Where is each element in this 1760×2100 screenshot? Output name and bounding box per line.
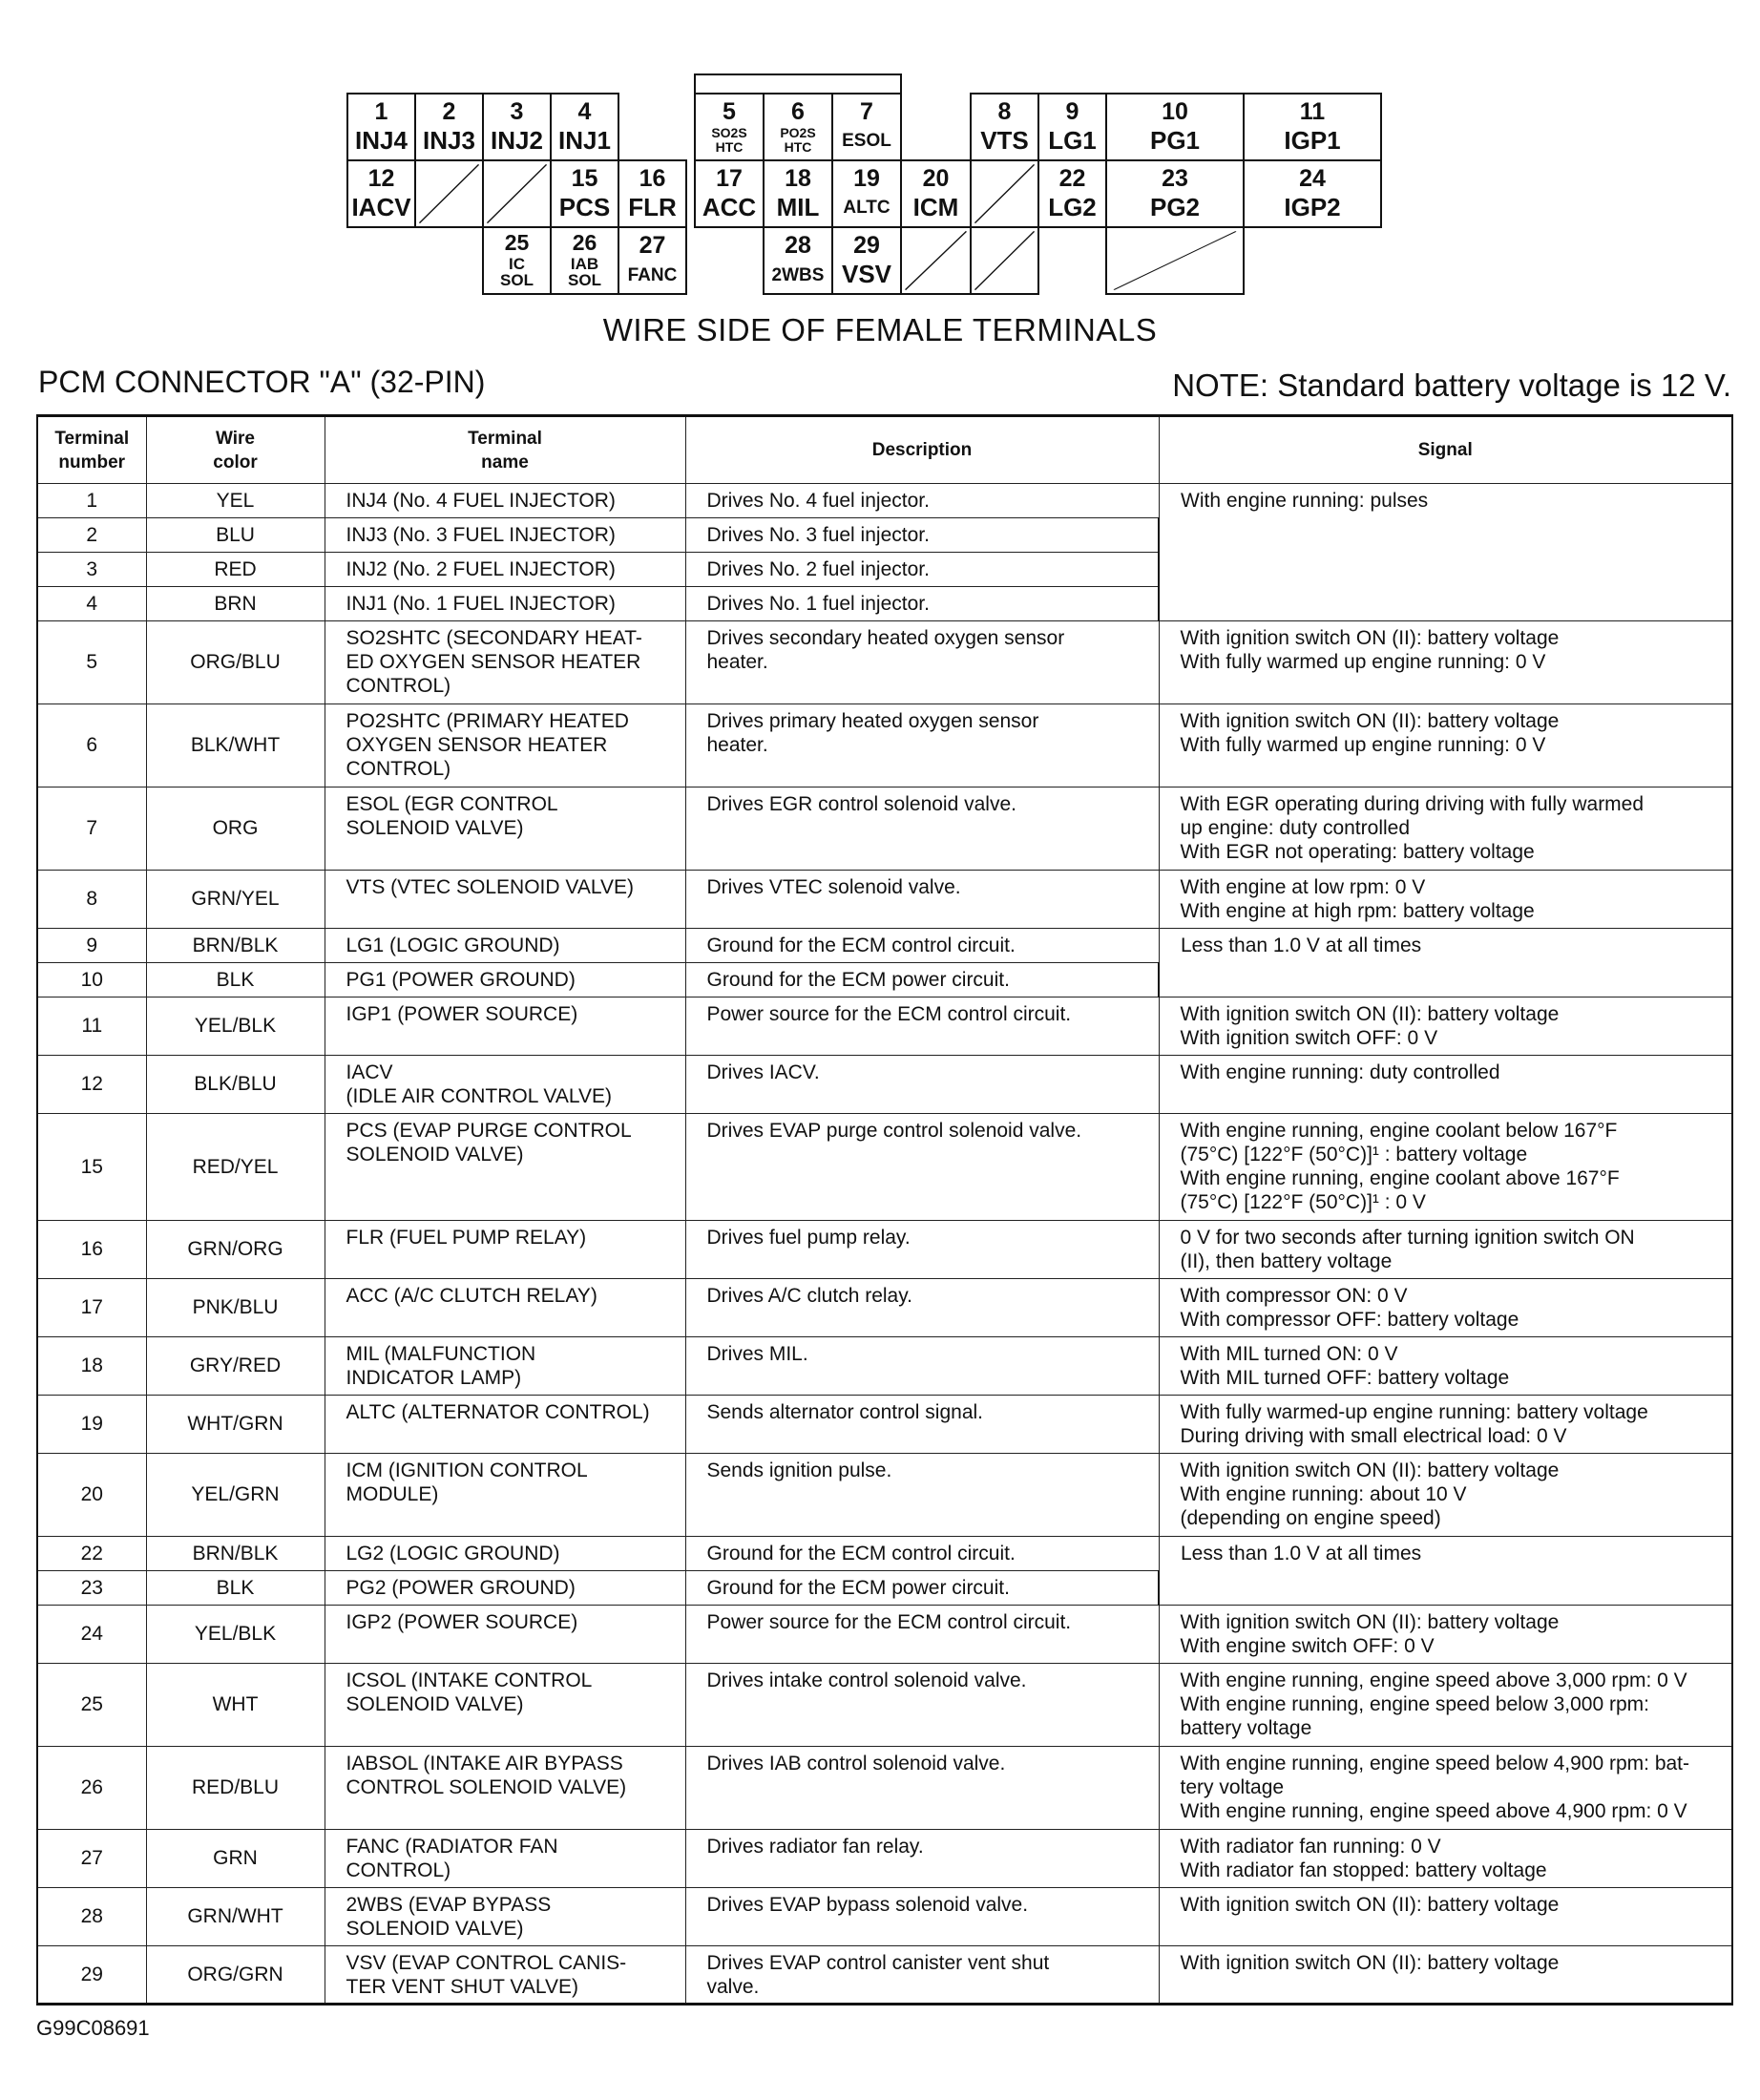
table-row bbox=[37, 1337, 1732, 1396]
signal-cell: With ignition switch ON (II): battery voltage With ignition switch OFF: 0 V bbox=[1159, 998, 1732, 1056]
terminal-abbr: LG2 bbox=[1048, 193, 1097, 221]
terminal-name-cell: INJ3 (No. 3 FUEL INJECTOR) bbox=[325, 518, 685, 553]
description-cell: Ground for the ECM control circuit. bbox=[685, 1537, 1159, 1571]
terminal-number-cell: 18 bbox=[37, 1337, 146, 1396]
terminal-abbr: SO2S HTC bbox=[711, 125, 747, 155]
description-cell: Drives No. 4 fuel injector. bbox=[685, 484, 1159, 518]
terminal-abbr: PCS bbox=[558, 193, 611, 221]
description-cell: Ground for the ECM power circuit. bbox=[685, 1571, 1159, 1606]
wire-color-cell: GRN/YEL bbox=[146, 871, 325, 929]
description-cell: Sends alternator control signal. bbox=[685, 1396, 1159, 1454]
terminal-name-cell: PG1 (POWER GROUND) bbox=[325, 963, 685, 998]
signal-cell: With ignition switch ON (II): battery voltage With fully warmed up engine running: 0 V bbox=[1159, 621, 1732, 704]
terminal-number: 7 bbox=[860, 98, 873, 125]
terminal-abbr: ICM bbox=[912, 193, 959, 221]
terminal-cell-19 bbox=[831, 159, 902, 228]
terminal-name-cell: IABSOL (INTAKE AIR BYPASS CONTROL SOLENOID VALVE) bbox=[325, 1747, 685, 1830]
terminal-abbr: ESOL bbox=[842, 131, 891, 151]
terminal-number-cell: 19 bbox=[37, 1396, 146, 1454]
empty-cavity bbox=[970, 159, 1039, 228]
signal-cell: 0 V for two seconds after turning ignition switch ON (II), then battery voltage bbox=[1159, 1221, 1732, 1279]
wire-color-cell: YEL bbox=[146, 484, 325, 518]
terminal-name-cell: ICM (IGNITION CONTROL MODULE) bbox=[325, 1454, 685, 1537]
terminal-name-cell: INJ1 (No. 1 FUEL INJECTOR) bbox=[325, 587, 685, 621]
table-row bbox=[37, 1888, 1732, 1946]
wire-color-cell: ORG/BLU bbox=[146, 621, 325, 704]
description-cell: Drives intake control solenoid valve. bbox=[685, 1664, 1159, 1747]
terminal-name-cell: PG2 (POWER GROUND) bbox=[325, 1571, 685, 1606]
table-row bbox=[37, 1396, 1732, 1454]
terminal-name-cell: ICSOL (INTAKE CONTROL SOLENOID VALVE) bbox=[325, 1664, 685, 1747]
column-header-signal: Signal bbox=[1159, 416, 1732, 484]
empty-cavity bbox=[482, 159, 552, 228]
description-cell: Drives radiator fan relay. bbox=[685, 1830, 1159, 1888]
description-cell: Power source for the ECM control circuit. bbox=[685, 1606, 1159, 1664]
terminal-number: 8 bbox=[997, 98, 1012, 125]
terminal-cell-24 bbox=[1243, 159, 1382, 228]
table-row bbox=[37, 1664, 1732, 1747]
terminal-cell-2 bbox=[414, 93, 484, 161]
terminal-number: 20 bbox=[922, 165, 950, 192]
signal-cell: Less than 1.0 V at all times bbox=[1159, 929, 1732, 998]
terminal-number-cell: 24 bbox=[37, 1606, 146, 1664]
wire-color-cell: BLK bbox=[146, 963, 325, 998]
description-cell: Drives MIL. bbox=[685, 1337, 1159, 1396]
table-row bbox=[37, 621, 1732, 704]
terminal-number: 27 bbox=[639, 232, 666, 259]
description-cell: Drives IACV. bbox=[685, 1056, 1159, 1114]
terminal-number-cell: 16 bbox=[37, 1221, 146, 1279]
wire-color-cell: BRN/BLK bbox=[146, 1537, 325, 1571]
terminal-number-cell: 7 bbox=[37, 788, 146, 871]
signal-cell: With fully warmed-up engine running: battery voltage During driving with small electrical load: 0 V bbox=[1159, 1396, 1732, 1454]
signal-cell: With compressor ON: 0 V With compressor OFF: battery voltage bbox=[1159, 1279, 1732, 1337]
terminal-number-cell: 26 bbox=[37, 1747, 146, 1830]
description-cell: Drives VTEC solenoid valve. bbox=[685, 871, 1159, 929]
description-cell: Ground for the ECM control circuit. bbox=[685, 929, 1159, 963]
description-cell: Drives IAB control solenoid valve. bbox=[685, 1747, 1159, 1830]
terminal-number-cell: 17 bbox=[37, 1279, 146, 1337]
terminal-number-cell: 2 bbox=[37, 518, 146, 553]
wire-color-cell: BLK bbox=[146, 1571, 325, 1606]
blocked-cavity-icon bbox=[972, 161, 1037, 226]
signal-cell: With MIL turned ON: 0 V With MIL turned OFF: battery voltage bbox=[1159, 1337, 1732, 1396]
terminal-number: 12 bbox=[367, 165, 395, 192]
description-cell: Ground for the ECM power circuit. bbox=[685, 963, 1159, 998]
signal-cell: With ignition switch ON (II): battery voltage bbox=[1159, 1888, 1732, 1946]
wire-color-cell: BLU bbox=[146, 518, 325, 553]
table-row bbox=[37, 998, 1732, 1056]
terminal-number: 15 bbox=[571, 165, 598, 192]
table-row bbox=[37, 1221, 1732, 1279]
wire-color-cell: GRN/WHT bbox=[146, 1888, 325, 1946]
table-row bbox=[37, 1606, 1732, 1664]
terminal-abbr: FLR bbox=[628, 193, 677, 221]
terminal-number-cell: 4 bbox=[37, 587, 146, 621]
description-cell: Drives EVAP purge control solenoid valve. bbox=[685, 1114, 1159, 1221]
terminal-abbr: 2WBS bbox=[771, 265, 825, 285]
terminal-abbr: INJ2 bbox=[491, 126, 543, 155]
signal-cell: With ignition switch ON (II): battery voltage bbox=[1159, 1946, 1732, 2005]
table-row bbox=[37, 871, 1732, 929]
terminal-cell-3 bbox=[482, 93, 552, 161]
blocked-cavity-icon bbox=[416, 161, 482, 226]
terminal-number-cell: 9 bbox=[37, 929, 146, 963]
terminal-cell-23 bbox=[1105, 159, 1245, 228]
wire-color-cell: PNK/BLU bbox=[146, 1279, 325, 1337]
signal-cell: With engine running, engine speed below 4,900 rpm: bat- tery voltage With engine running, engine speed above 4,900 rpm: 0 V bbox=[1159, 1747, 1732, 1830]
table-row bbox=[37, 788, 1732, 871]
empty-cavity bbox=[900, 226, 972, 295]
terminal-cell-28 bbox=[763, 226, 833, 295]
terminal-abbr: LG1 bbox=[1048, 126, 1097, 155]
wire-color-cell: BLK/WHT bbox=[146, 704, 325, 788]
terminal-number-cell: 5 bbox=[37, 621, 146, 704]
terminal-number: 16 bbox=[639, 165, 666, 192]
terminal-cell-11 bbox=[1243, 93, 1382, 161]
terminal-name-cell: FLR (FUEL PUMP RELAY) bbox=[325, 1221, 685, 1279]
description-cell: Drives EVAP bypass solenoid valve. bbox=[685, 1888, 1159, 1946]
terminal-name-cell: IACV (IDLE AIR CONTROL VALVE) bbox=[325, 1056, 685, 1114]
table-row bbox=[37, 1279, 1732, 1337]
terminal-cell-26 bbox=[550, 226, 619, 295]
figure-id: G99C08691 bbox=[36, 2016, 150, 2040]
column-header-terminal-name: Terminal name bbox=[325, 416, 685, 484]
terminal-cell-29 bbox=[831, 226, 902, 295]
terminal-abbr: INJ1 bbox=[558, 126, 611, 155]
table-row bbox=[37, 1830, 1732, 1888]
wire-color-cell: WHT/GRN bbox=[146, 1396, 325, 1454]
column-header-terminal-number: Terminal number bbox=[37, 416, 146, 484]
terminal-abbr: INJ3 bbox=[423, 126, 475, 155]
table-row bbox=[37, 1114, 1732, 1221]
terminal-number-cell: 3 bbox=[37, 553, 146, 587]
terminal-cell-27 bbox=[618, 226, 687, 295]
signal-cell: With ignition switch ON (II): battery voltage With fully warmed up engine running: 0 V bbox=[1159, 704, 1732, 788]
terminal-abbr: IAB SOL bbox=[568, 255, 601, 289]
table-row bbox=[37, 929, 1732, 963]
terminal-name-cell: LG1 (LOGIC GROUND) bbox=[325, 929, 685, 963]
table-header-row bbox=[37, 416, 1732, 484]
terminal-number-cell: 1 bbox=[37, 484, 146, 518]
terminal-number: 5 bbox=[723, 98, 736, 125]
terminal-abbr: PO2S HTC bbox=[780, 125, 816, 155]
table-row bbox=[37, 1747, 1732, 1830]
empty-cavity bbox=[414, 159, 484, 228]
blocked-cavity-icon bbox=[484, 161, 550, 226]
terminal-name-cell: INJ2 (No. 2 FUEL INJECTOR) bbox=[325, 553, 685, 587]
wire-color-cell: WHT bbox=[146, 1664, 325, 1747]
terminal-number: 22 bbox=[1058, 165, 1086, 192]
terminal-number: 25 bbox=[504, 230, 530, 255]
terminal-cell-4 bbox=[550, 93, 619, 161]
terminal-abbr: IGP1 bbox=[1284, 126, 1341, 155]
terminal-number: 19 bbox=[853, 165, 880, 192]
table-row bbox=[37, 1946, 1732, 2005]
terminal-name-cell: FANC (RADIATOR FAN CONTROL) bbox=[325, 1830, 685, 1888]
page-title: PCM CONNECTOR "A" (32-PIN) bbox=[38, 365, 486, 399]
terminal-abbr: ALTC bbox=[843, 198, 890, 218]
terminal-number-cell: 22 bbox=[37, 1537, 146, 1571]
wire-color-cell: GRY/RED bbox=[146, 1337, 325, 1396]
empty-cavity bbox=[1105, 226, 1245, 295]
terminal-cell-10 bbox=[1105, 93, 1245, 161]
terminal-number-cell: 12 bbox=[37, 1056, 146, 1114]
terminal-number-cell: 6 bbox=[37, 704, 146, 788]
terminal-cell-18 bbox=[763, 159, 833, 228]
terminal-number-cell: 27 bbox=[37, 1830, 146, 1888]
terminal-cell-1 bbox=[346, 93, 416, 161]
terminal-number: 29 bbox=[853, 232, 880, 259]
terminal-number-cell: 29 bbox=[37, 1946, 146, 2005]
terminal-number: 23 bbox=[1162, 165, 1188, 192]
description-cell: Drives EGR control solenoid valve. bbox=[685, 788, 1159, 871]
terminal-number: 1 bbox=[374, 98, 388, 125]
wire-color-cell: YEL/BLK bbox=[146, 998, 325, 1056]
terminal-abbr: IGP2 bbox=[1284, 193, 1341, 221]
terminal-cell-5 bbox=[694, 93, 765, 161]
terminal-abbr: IC SOL bbox=[500, 255, 534, 289]
wire-color-cell: ORG bbox=[146, 788, 325, 871]
connector-diagram bbox=[0, 0, 1760, 305]
pin-table bbox=[36, 414, 1733, 2006]
terminal-name-cell: ACC (A/C CLUTCH RELAY) bbox=[325, 1279, 685, 1337]
description-cell: Drives No. 2 fuel injector. bbox=[685, 553, 1159, 587]
terminal-number: 17 bbox=[716, 165, 743, 192]
wire-color-cell: YEL/BLK bbox=[146, 1606, 325, 1664]
table-row bbox=[37, 1454, 1732, 1537]
wire-color-cell: ORG/GRN bbox=[146, 1946, 325, 2005]
terminal-number-cell: 10 bbox=[37, 963, 146, 998]
terminal-cell-7 bbox=[831, 93, 902, 161]
signal-cell: With ignition switch ON (II): battery voltage With engine running: about 10 V (depending on engine speed) bbox=[1159, 1454, 1732, 1537]
wire-color-cell: GRN/ORG bbox=[146, 1221, 325, 1279]
terminal-name-cell: SO2SHTC (SECONDARY HEAT- ED OXYGEN SENSOR HEATER CONTROL) bbox=[325, 621, 685, 704]
terminal-abbr: MIL bbox=[776, 193, 820, 221]
terminal-cell-9 bbox=[1037, 93, 1107, 161]
terminal-number-cell: 25 bbox=[37, 1664, 146, 1747]
description-cell: Drives No. 1 fuel injector. bbox=[685, 587, 1159, 621]
terminal-name-cell: LG2 (LOGIC GROUND) bbox=[325, 1537, 685, 1571]
terminal-abbr: IACV bbox=[351, 193, 411, 221]
terminal-abbr: ACC bbox=[702, 193, 757, 221]
signal-cell: With engine at low rpm: 0 V With engine at high rpm: battery voltage bbox=[1159, 871, 1732, 929]
wire-color-cell: BRN bbox=[146, 587, 325, 621]
signal-cell: With engine running, engine speed above 3,000 rpm: 0 V With engine running, engine speed below 3,000 rpm: battery voltage bbox=[1159, 1664, 1732, 1747]
table-row bbox=[37, 484, 1732, 518]
table-row bbox=[37, 1537, 1732, 1571]
terminal-name-cell: IGP1 (POWER SOURCE) bbox=[325, 998, 685, 1056]
wire-color-cell: RED/BLU bbox=[146, 1747, 325, 1830]
description-cell: Drives fuel pump relay. bbox=[685, 1221, 1159, 1279]
wire-color-cell: BLK/BLU bbox=[146, 1056, 325, 1114]
terminal-number: 4 bbox=[577, 98, 592, 125]
table-row bbox=[37, 704, 1732, 788]
terminal-number-cell: 11 bbox=[37, 998, 146, 1056]
terminal-cell-6 bbox=[763, 93, 833, 161]
terminal-number-cell: 8 bbox=[37, 871, 146, 929]
terminal-abbr: VTS bbox=[980, 126, 1029, 155]
signal-cell: With engine running: duty controlled bbox=[1159, 1056, 1732, 1114]
terminal-name-cell: PCS (EVAP PURGE CONTROL SOLENOID VALVE) bbox=[325, 1114, 685, 1221]
signal-cell: With engine running: pulses bbox=[1159, 484, 1732, 621]
signal-cell: Less than 1.0 V at all times bbox=[1159, 1537, 1732, 1606]
wire-color-cell: RED/YEL bbox=[146, 1114, 325, 1221]
terminal-number-cell: 28 bbox=[37, 1888, 146, 1946]
terminal-abbr: PG2 bbox=[1149, 193, 1201, 221]
description-cell: Drives primary heated oxygen sensor heater. bbox=[685, 704, 1159, 788]
wire-color-cell: BRN/BLK bbox=[146, 929, 325, 963]
terminal-abbr: PG1 bbox=[1149, 126, 1201, 155]
terminal-abbr: VSV bbox=[841, 260, 892, 288]
terminal-cell-20 bbox=[900, 159, 972, 228]
terminal-number: 3 bbox=[510, 98, 524, 125]
terminal-number: 9 bbox=[1065, 98, 1079, 125]
terminal-name-cell: INJ4 (No. 4 FUEL INJECTOR) bbox=[325, 484, 685, 518]
wire-color-cell: GRN bbox=[146, 1830, 325, 1888]
column-header-description: Description bbox=[685, 416, 1159, 484]
blocked-cavity-icon bbox=[972, 228, 1037, 293]
terminal-name-cell: PO2SHTC (PRIMARY HEATED OXYGEN SENSOR HEATER CONTROL) bbox=[325, 704, 685, 788]
description-cell: Drives A/C clutch relay. bbox=[685, 1279, 1159, 1337]
terminal-number: 6 bbox=[791, 98, 805, 125]
signal-cell: With EGR operating during driving with fully warmed up engine: duty controlled With EGR not operating: battery voltage bbox=[1159, 788, 1732, 871]
terminal-number-cell: 15 bbox=[37, 1114, 146, 1221]
terminal-cell-15 bbox=[550, 159, 619, 228]
description-cell: Drives secondary heated oxygen sensor heater. bbox=[685, 621, 1159, 704]
terminal-name-cell: ESOL (EGR CONTROL SOLENOID VALVE) bbox=[325, 788, 685, 871]
terminal-number: 11 bbox=[1299, 98, 1326, 125]
signal-cell: With engine running, engine coolant below 167°F (75°C) [122°F (50°C)]¹ : battery voltage With engine running, engine coolant above 167°F (75°C) [122°F (50°C)]¹ : 0 V bbox=[1159, 1114, 1732, 1221]
terminal-name-cell: ALTC (ALTERNATOR CONTROL) bbox=[325, 1396, 685, 1454]
terminal-name-cell: MIL (MALFUNCTION INDICATOR LAMP) bbox=[325, 1337, 685, 1396]
column-header-wire-color: Wire color bbox=[146, 416, 325, 484]
terminal-number-cell: 23 bbox=[37, 1571, 146, 1606]
table-row bbox=[37, 1056, 1732, 1114]
blocked-cavity-icon bbox=[1107, 228, 1243, 293]
wire-color-cell: RED bbox=[146, 553, 325, 587]
terminal-name-cell: IGP2 (POWER SOURCE) bbox=[325, 1606, 685, 1664]
terminal-number: 18 bbox=[785, 165, 811, 192]
terminal-cell-17 bbox=[694, 159, 765, 228]
terminal-name-cell: VTS (VTEC SOLENOID VALVE) bbox=[325, 871, 685, 929]
signal-cell: With radiator fan running: 0 V With radiator fan stopped: battery voltage bbox=[1159, 1830, 1732, 1888]
terminal-number: 2 bbox=[442, 98, 456, 125]
wire-color-cell: YEL/GRN bbox=[146, 1454, 325, 1537]
voltage-note: NOTE: Standard battery voltage is 12 V. bbox=[1172, 368, 1731, 403]
terminal-abbr: FANC bbox=[627, 265, 678, 285]
terminal-number: 28 bbox=[785, 232, 811, 259]
terminal-abbr: INJ4 bbox=[355, 126, 408, 155]
terminal-cell-25 bbox=[482, 226, 552, 295]
terminal-cell-22 bbox=[1037, 159, 1107, 228]
empty-cavity bbox=[970, 226, 1039, 295]
terminal-cell-12 bbox=[346, 159, 416, 228]
terminal-name-cell: 2WBS (EVAP BYPASS SOLENOID VALVE) bbox=[325, 1888, 685, 1946]
diagram-caption: WIRE SIDE OF FEMALE TERMINALS bbox=[602, 312, 1158, 347]
terminal-cell-8 bbox=[970, 93, 1039, 161]
terminal-cell-16 bbox=[618, 159, 687, 228]
description-cell: Power source for the ECM control circuit. bbox=[685, 998, 1159, 1056]
description-cell: Drives EVAP control canister vent shut valve. bbox=[685, 1946, 1159, 2005]
blocked-cavity-icon bbox=[902, 228, 970, 293]
connector-latch bbox=[694, 74, 902, 93]
terminal-number: 24 bbox=[1299, 165, 1326, 192]
description-cell: Drives No. 3 fuel injector. bbox=[685, 518, 1159, 553]
terminal-number: 10 bbox=[1162, 98, 1188, 125]
terminal-name-cell: VSV (EVAP CONTROL CANIS- TER VENT SHUT VALVE) bbox=[325, 1946, 685, 2005]
terminal-number: 26 bbox=[572, 230, 597, 255]
description-cell: Sends ignition pulse. bbox=[685, 1454, 1159, 1537]
terminal-number-cell: 20 bbox=[37, 1454, 146, 1537]
signal-cell: With ignition switch ON (II): battery voltage With engine switch OFF: 0 V bbox=[1159, 1606, 1732, 1664]
